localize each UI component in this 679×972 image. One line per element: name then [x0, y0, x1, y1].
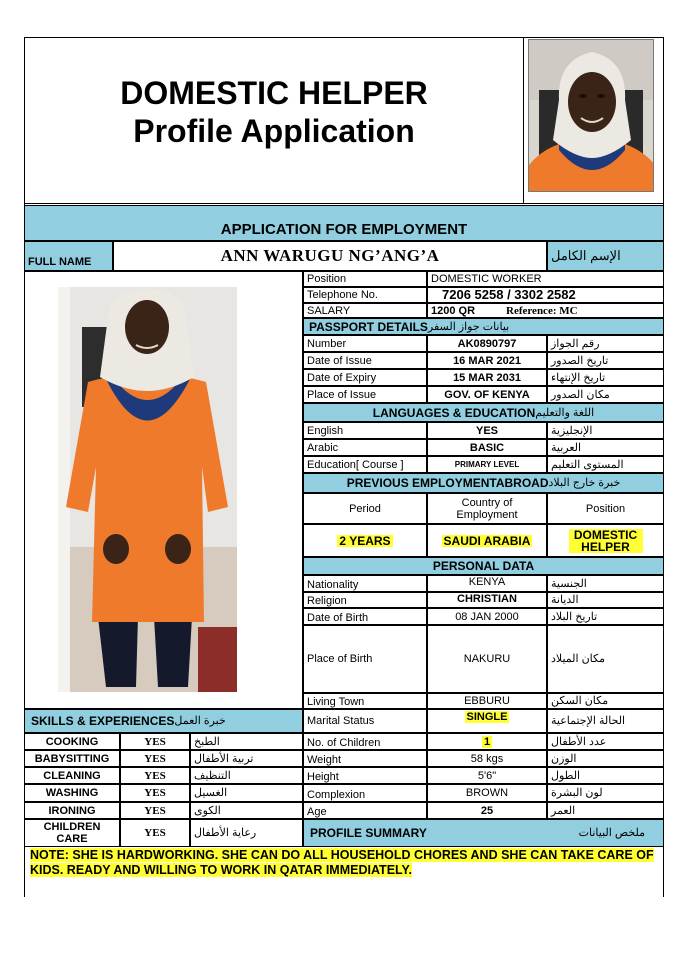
telephone-value: 7206 5258 / 3302 2582 — [427, 287, 664, 303]
skill-cooking-label: COOKING — [24, 733, 120, 750]
position-label: Position — [303, 271, 427, 287]
place-of-issue-value: GOV. OF KENYA — [427, 386, 547, 403]
expiry-date-label: Date of Expiry — [303, 369, 427, 386]
skills-heading: SKILLS & EXPERIENCES خبرة العمل — [24, 709, 303, 733]
passport-number-value: AK0890797 — [427, 335, 547, 352]
passport-number-label: Number — [303, 335, 427, 352]
profile-summary-note: NOTE: SHE IS HARDWORKING. SHE CAN DO ALL HOUSEHOLD CHORES AND SHE CAN TAKE CARE OF KIDS. READY AND WILLING TO WORK IN QATAR IMMEDIATELY. — [30, 848, 654, 877]
full-name-label-ar: الإسم الكامل — [547, 241, 664, 271]
children-ar: عدد الأطفال — [547, 733, 664, 750]
living-town-value: EBBURU — [427, 693, 547, 709]
arabic-value: BASIC — [427, 439, 547, 456]
complexion-value: BROWN — [427, 784, 547, 802]
headshot-photo — [528, 39, 654, 192]
period-column-header: Period — [303, 493, 427, 524]
living-town-ar: مكان السكن — [547, 693, 664, 709]
marital-status-label: Marital Status — [303, 709, 427, 733]
skill-cleaning-value: YES — [120, 767, 190, 784]
age-ar: العمر — [547, 802, 664, 819]
full-name-value: ANN WARUGU NG’ANG’A — [113, 241, 547, 271]
personal-data-heading: PERSONAL DATA — [303, 557, 664, 575]
weight-ar: الوزن — [547, 750, 664, 767]
skill-washing-value: YES — [120, 784, 190, 802]
issue-date-ar: تاريخ الصدور — [547, 352, 664, 369]
religion-ar: الديانة — [547, 592, 664, 608]
period-value: 2 YEARS — [303, 524, 427, 557]
arabic-label: Arabic — [303, 439, 427, 456]
expiry-date-value: 15 MAR 2031 — [427, 369, 547, 386]
skill-babysitting-ar: تربية الأطفال — [190, 750, 303, 767]
skill-washing-label: WASHING — [24, 784, 120, 802]
birthplace-ar: مكان الميلاد — [547, 625, 664, 693]
skill-cooking-value: YES — [120, 733, 190, 750]
skill-childcare-ar: رعاية الأطفال — [190, 819, 303, 847]
salary-value: 1200 QR Reference: MC — [427, 303, 664, 318]
living-town-label: Living Town — [303, 693, 427, 709]
complexion-label: Complexion — [303, 784, 427, 802]
reference-code: Reference: MC — [506, 304, 578, 317]
religion-value: CHRISTIAN — [427, 592, 547, 608]
employment-banner: APPLICATION FOR EMPLOYMENT — [24, 205, 664, 241]
education-ar: المستوى التعليم — [547, 456, 664, 473]
english-label: English — [303, 422, 427, 439]
skill-cleaning-ar: التنظيف — [190, 767, 303, 784]
weight-value: 58 kgs — [427, 750, 547, 767]
children-value: 1 — [427, 733, 547, 750]
nationality-value: KENYA — [427, 575, 547, 592]
full-name-label: FULL NAME — [24, 241, 113, 271]
skill-cooking-ar: الطبخ — [190, 733, 303, 750]
issue-date-label: Date of Issue — [303, 352, 427, 369]
religion-label: Religion — [303, 592, 427, 608]
age-value: 25 — [427, 802, 547, 819]
position-column-header: Position — [547, 493, 664, 524]
telephone-label: Telephone No. — [303, 287, 427, 303]
education-value: PRIMARY LEVEL — [427, 456, 547, 473]
place-of-issue-ar: مكان الصدور — [547, 386, 664, 403]
marital-status-ar: الحالة الإجتماعية — [547, 709, 664, 733]
children-label: No. of Children — [303, 733, 427, 750]
weight-label: Weight — [303, 750, 427, 767]
passport-number-ar: رقم الجواز — [547, 335, 664, 352]
english-value: YES — [427, 422, 547, 439]
skill-babysitting-label: BABYSITTING — [24, 750, 120, 767]
skill-childcare-value: YES — [120, 819, 190, 847]
nationality-label: Nationality — [303, 575, 427, 592]
salary-label: SALARY — [303, 303, 427, 318]
marital-status-value: SINGLE — [427, 709, 547, 733]
education-label: Education[ Course ] — [303, 456, 427, 473]
skill-washing-ar: الغسيل — [190, 784, 303, 802]
skill-cleaning-label: CLEANING — [24, 767, 120, 784]
issue-date-value: 16 MAR 2021 — [427, 352, 547, 369]
skill-ironing-value: YES — [120, 802, 190, 819]
dob-label: Date of Birth — [303, 608, 427, 625]
height-ar: الطول — [547, 767, 664, 784]
profile-summary-heading: PROFILE SUMMARY ملخص البيانات — [303, 819, 664, 847]
dob-value: 08 JAN 2000 — [427, 608, 547, 625]
previous-employment-heading: PREVIOUS EMPLOYMENTABROAD خبرة خارج البلاد — [303, 473, 664, 493]
arabic-ar: العربية — [547, 439, 664, 456]
complexion-ar: لون البشرة — [547, 784, 664, 802]
title-line-1: DOMESTIC HELPER — [120, 75, 428, 111]
nationality-ar: الجنسية — [547, 575, 664, 592]
page-title — [24, 74, 524, 150]
height-label: Height — [303, 767, 427, 784]
expiry-date-ar: تاريخ الإنتهاء — [547, 369, 664, 386]
dob-ar: تاريخ البلاد — [547, 608, 664, 625]
place-of-issue-label: Place of Issue — [303, 386, 427, 403]
age-label: Age — [303, 802, 427, 819]
languages-heading: LANGUAGES & EDUCATION اللغة والتعليم — [303, 403, 664, 422]
height-value: 5'6" — [427, 767, 547, 784]
position-value: DOMESTIC WORKER — [427, 271, 664, 287]
skill-ironing-ar: الكوى — [190, 802, 303, 819]
passport-heading: PASSPORT DETAILS بيانات جواز السفر — [303, 318, 664, 335]
skill-childcare-label: CHILDREN CARE — [24, 819, 120, 847]
skill-ironing-label: IRONING — [24, 802, 120, 819]
country-column-header: Country of Employment — [427, 493, 547, 524]
english-ar: الإنجليزية — [547, 422, 664, 439]
birthplace-value: NAKURU — [427, 625, 547, 693]
skill-babysitting-value: YES — [120, 750, 190, 767]
position-value-prev: DOMESTIC HELPER — [547, 524, 664, 557]
birthplace-label: Place of Birth — [303, 625, 427, 693]
country-value: SAUDI ARABIA — [427, 524, 547, 557]
full-body-photo — [58, 287, 237, 692]
title-line-2: Profile Application — [133, 113, 415, 149]
